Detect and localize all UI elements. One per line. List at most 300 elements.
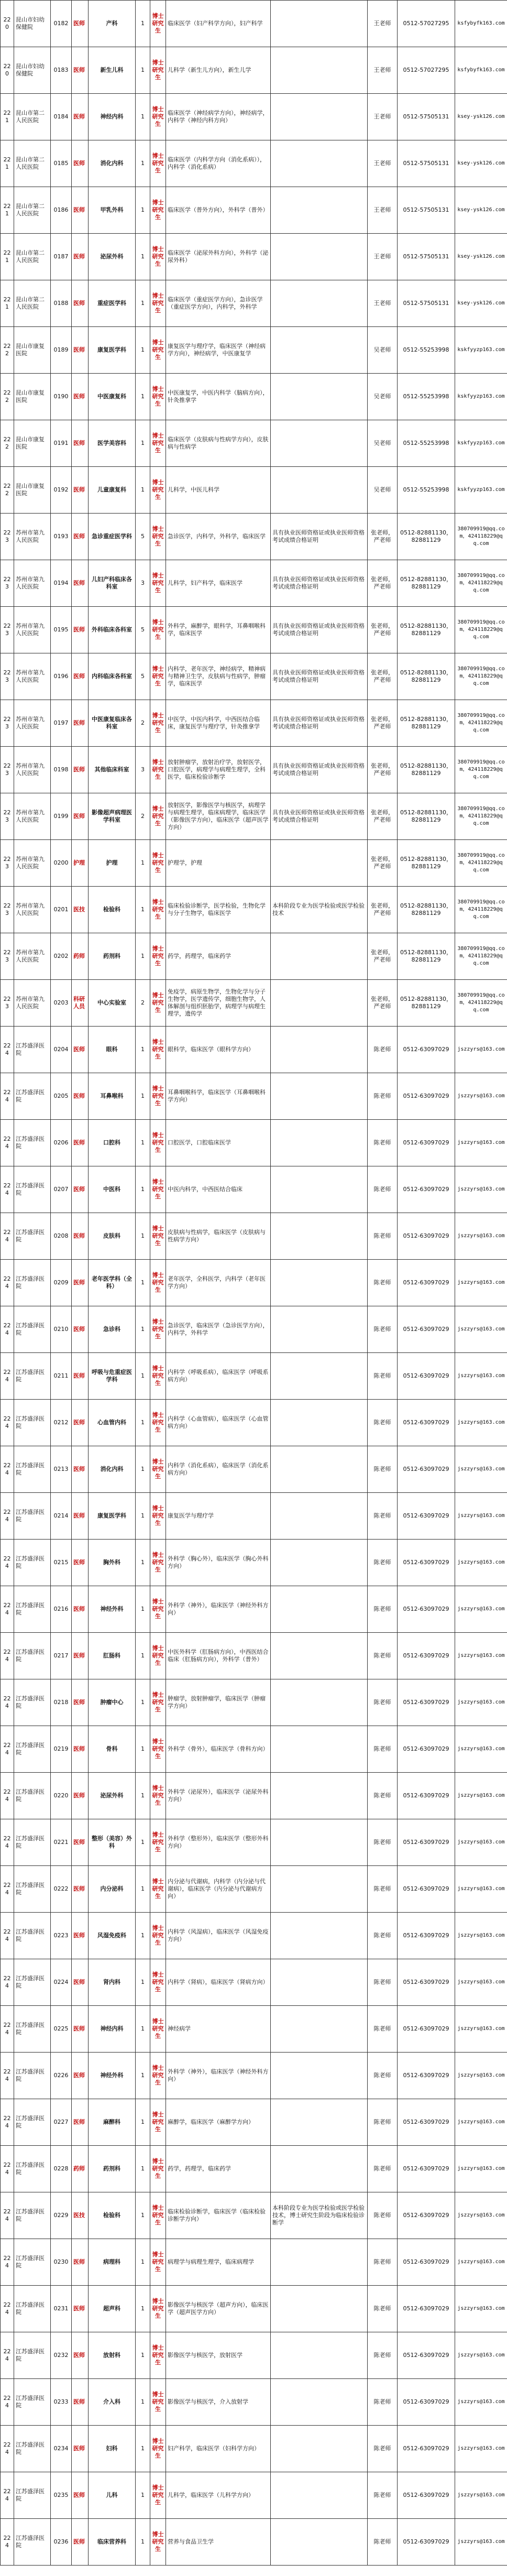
table-row	[1, 980, 507, 1027]
requirements-cell	[271, 2239, 368, 2286]
headcount-cell: 1	[136, 2006, 150, 2053]
headcount-cell: 1	[136, 2472, 150, 2519]
position-code-cell: 0195	[51, 607, 72, 653]
requirements-cell	[271, 933, 368, 980]
email-cell: 380709919@qq.com，424118229@qq.com	[455, 840, 507, 887]
education-cell: 博士研究生	[150, 1260, 166, 1306]
headcount-cell: 1	[136, 1819, 150, 1866]
position-type-cell: 药师	[72, 933, 89, 980]
position-type-cell: 医师	[72, 2099, 89, 2146]
requirements-cell	[271, 2519, 368, 2566]
major-cell: 临床检验诊断学，临床医学（临床检验诊断学方向）	[166, 2192, 271, 2239]
position-type-cell: 医师	[72, 1, 89, 47]
position-code-cell: 0220	[51, 1773, 72, 1819]
position-type-cell: 医师	[72, 1819, 89, 1866]
phone-cell: 0512-63097029	[398, 1679, 455, 1726]
table-row	[1, 2332, 507, 2379]
phone-cell: 0512-82881130，82881129	[398, 933, 455, 980]
email-cell: jszzyrs@163.com	[455, 1913, 507, 1959]
phone-cell: 0512-63097029	[398, 1120, 455, 1166]
phone-cell: 0512-63097029	[398, 1633, 455, 1679]
position-code-cell: 0227	[51, 2099, 72, 2146]
table-row	[1, 1400, 507, 1446]
email-cell: ksfybyfk163.com	[455, 1, 507, 47]
contact-person-cell: 王老师	[368, 280, 398, 327]
email-cell: jszzyrs@163.com	[455, 1073, 507, 1120]
position-type-cell: 医师	[72, 2053, 89, 2099]
contact-person-cell: 陈老师	[368, 2053, 398, 2099]
contact-person-cell: 陈老师	[368, 1913, 398, 1959]
requirements-cell	[271, 1353, 368, 1400]
table-body	[1, 1, 507, 2566]
requirements-cell	[271, 2286, 368, 2332]
department-cell: 神经外科	[89, 1586, 136, 1633]
phone-cell: 0512-63097029	[398, 1027, 455, 1073]
seq-cell: 224	[1, 2286, 14, 2332]
unit-cell: 昆山市第二人民医院	[14, 280, 51, 327]
department-cell: 皮肤科	[89, 1213, 136, 1260]
phone-cell: 0512-63097029	[398, 1260, 455, 1306]
unit-cell: 江苏盛泽医院	[14, 2286, 51, 2332]
position-type-cell: 医师	[72, 1633, 89, 1679]
headcount-cell: 1	[136, 933, 150, 980]
phone-cell: 0512-63097029	[398, 2099, 455, 2146]
position-code-cell: 0205	[51, 1073, 72, 1120]
position-code-cell: 0193	[51, 514, 72, 560]
department-cell: 妇科	[89, 2426, 136, 2472]
position-code-cell: 0231	[51, 2286, 72, 2332]
seq-cell: 223	[1, 514, 14, 560]
requirements-cell	[271, 2426, 368, 2472]
major-cell: 临床医学（妇产科学方向），妇产科学	[166, 1, 271, 47]
table-row	[1, 2146, 507, 2192]
department-cell: 超声科	[89, 2286, 136, 2332]
table-row	[1, 2099, 507, 2146]
phone-cell: 0512-57505131	[398, 280, 455, 327]
education-cell: 博士研究生	[150, 1819, 166, 1866]
education-cell: 博士研究生	[150, 1679, 166, 1726]
position-type-cell: 医师	[72, 1446, 89, 1493]
unit-cell: 江苏盛泽医院	[14, 2053, 51, 2099]
table-row	[1, 1073, 507, 1120]
unit-cell: 江苏盛泽医院	[14, 1540, 51, 1586]
unit-cell: 江苏盛泽医院	[14, 1959, 51, 2006]
headcount-cell: 1	[136, 1959, 150, 2006]
seq-cell: 224	[1, 2053, 14, 2099]
education-cell: 博士研究生	[150, 1540, 166, 1586]
department-cell: 泌尿外科	[89, 234, 136, 280]
email-cell: jszzyrs@163.com	[455, 1773, 507, 1819]
phone-cell: 0512-63097029	[398, 1446, 455, 1493]
contact-person-cell: 陈老师	[368, 2472, 398, 2519]
education-cell: 博士研究生	[150, 2006, 166, 2053]
table-row	[1, 1027, 507, 1073]
email-cell: ksey-ysk126.com	[455, 234, 507, 280]
major-cell: 内分泌与代谢病，内科学（内分泌与代谢病），临床医学（内分泌与代谢病方向）	[166, 1866, 271, 1913]
department-cell: 神经内科	[89, 94, 136, 140]
unit-cell: 江苏盛泽医院	[14, 1679, 51, 1726]
major-cell: 内科学，老年医学，神经病学，精神病与精神卫生学，皮肤病与性病学，肿瘤学，临床医学	[166, 653, 271, 700]
headcount-cell: 1	[136, 94, 150, 140]
requirements-cell	[271, 47, 368, 94]
major-cell: 麻醉学，临床医学（麻醉学方向）	[166, 2099, 271, 2146]
position-code-cell: 0234	[51, 2426, 72, 2472]
position-type-cell: 医师	[72, 653, 89, 700]
requirements-cell: 具有执业医师资格证或执业医师资格考试成绩合格证明	[271, 560, 368, 607]
position-type-cell: 医师	[72, 2472, 89, 2519]
headcount-cell: 2	[136, 700, 150, 747]
headcount-cell: 3	[136, 747, 150, 793]
table-row	[1, 840, 507, 887]
email-cell: jszzyrs@163.com	[455, 1213, 507, 1260]
headcount-cell: 1	[136, 2519, 150, 2566]
unit-cell: 江苏盛泽医院	[14, 2239, 51, 2286]
headcount-cell: 1	[136, 1773, 150, 1819]
table-row	[1, 1959, 507, 2006]
position-code-cell: 0204	[51, 1027, 72, 1073]
major-cell: 护理学，护理	[166, 840, 271, 887]
department-cell: 病理科	[89, 2239, 136, 2286]
education-cell: 博士研究生	[150, 1, 166, 47]
major-cell: 临床医学（神经病学方向），神经病学，内科学（神经内科方向）	[166, 94, 271, 140]
headcount-cell: 1	[136, 1353, 150, 1400]
education-cell: 博士研究生	[150, 607, 166, 653]
contact-person-cell: 陈老师	[368, 2332, 398, 2379]
seq-cell: 224	[1, 1726, 14, 1773]
position-type-cell: 医师	[72, 1306, 89, 1353]
email-cell: 380709919@qq.com，424118229@qq.com	[455, 560, 507, 607]
table-row	[1, 1913, 507, 1959]
department-cell: 麻醉科	[89, 2099, 136, 2146]
contact-person-cell: 陈老师	[368, 1773, 398, 1819]
contact-person-cell: 吴老师	[368, 420, 398, 467]
requirements-cell	[271, 840, 368, 887]
position-code-cell: 0200	[51, 840, 72, 887]
position-code-cell: 0211	[51, 1353, 72, 1400]
seq-cell: 221	[1, 234, 14, 280]
position-code-cell: 0214	[51, 1493, 72, 1540]
contact-person-cell: 陈老师	[368, 2379, 398, 2426]
seq-cell: 224	[1, 2472, 14, 2519]
email-cell: jszzyrs@163.com	[455, 2239, 507, 2286]
position-type-cell: 医师	[72, 1400, 89, 1446]
table-row	[1, 933, 507, 980]
position-type-cell: 医师	[72, 94, 89, 140]
table-row	[1, 187, 507, 234]
unit-cell: 江苏盛泽医院	[14, 1446, 51, 1493]
table-row	[1, 887, 507, 933]
department-cell: 甲乳外科	[89, 187, 136, 234]
requirements-cell	[271, 2053, 368, 2099]
unit-cell: 江苏盛泽医院	[14, 1306, 51, 1353]
email-cell: jszzyrs@163.com	[455, 2286, 507, 2332]
email-cell: 380709919@qq.com，424118229@qq.com	[455, 933, 507, 980]
phone-cell: 0512-82881130，82881129	[398, 607, 455, 653]
contact-person-cell: 陈老师	[368, 2006, 398, 2053]
phone-cell: 0512-63097029	[398, 1213, 455, 1260]
education-cell: 博士研究生	[150, 514, 166, 560]
department-cell: 中医康复临床各科室	[89, 700, 136, 747]
contact-person-cell: 陈老师	[368, 1726, 398, 1773]
contact-person-cell: 陈老师	[368, 1073, 398, 1120]
headcount-cell: 1	[136, 887, 150, 933]
contact-person-cell: 陈老师	[368, 2192, 398, 2239]
contact-person-cell: 陈老师	[368, 2146, 398, 2192]
email-cell: ksfybyfk163.com	[455, 47, 507, 94]
email-cell: 380709919@qq.com，424118229@qq.com	[455, 793, 507, 840]
position-type-cell: 医师	[72, 1353, 89, 1400]
major-cell: 急诊医学，内科学，外科学，临床医学	[166, 514, 271, 560]
email-cell: 380709919@qq.com，424118229@qq.com	[455, 700, 507, 747]
contact-person-cell: 陈老师	[368, 2099, 398, 2146]
contact-person-cell: 陈老师	[368, 1679, 398, 1726]
position-code-cell: 0212	[51, 1400, 72, 1446]
position-code-cell: 0194	[51, 560, 72, 607]
position-code-cell: 0222	[51, 1866, 72, 1913]
contact-person-cell: 张老师，严老师	[368, 793, 398, 840]
email-cell: 380709919@qq.com，424118229@qq.com	[455, 514, 507, 560]
email-cell: jszzyrs@163.com	[455, 1633, 507, 1679]
position-type-cell: 医师	[72, 2332, 89, 2379]
position-type-cell: 护理	[72, 840, 89, 887]
requirements-cell	[271, 1260, 368, 1306]
email-cell: 380709919@qq.com，424118229@qq.com	[455, 653, 507, 700]
department-cell: 心血管内科	[89, 1400, 136, 1446]
education-cell: 博士研究生	[150, 2099, 166, 2146]
seq-cell: 224	[1, 1679, 14, 1726]
position-type-cell: 医师	[72, 280, 89, 327]
position-type-cell: 医师	[72, 327, 89, 374]
table-row	[1, 2379, 507, 2426]
department-cell: 耳鼻喉科	[89, 1073, 136, 1120]
major-cell: 临床医学（重症医学方向），急诊医学（重症医学方向），内科学，外科学	[166, 280, 271, 327]
table-row	[1, 420, 507, 467]
seq-cell: 224	[1, 2146, 14, 2192]
department-cell: 中医康复科	[89, 374, 136, 420]
department-cell: 内科临床各科室	[89, 653, 136, 700]
department-cell: 儿童康复科	[89, 467, 136, 514]
education-cell: 博士研究生	[150, 1633, 166, 1679]
email-cell: ksey-ysk126.com	[455, 140, 507, 187]
position-code-cell: 0210	[51, 1306, 72, 1353]
contact-person-cell: 陈老师	[368, 1633, 398, 1679]
table-row	[1, 1306, 507, 1353]
requirements-cell	[271, 1, 368, 47]
education-cell: 博士研究生	[150, 1959, 166, 2006]
unit-cell: 江苏盛泽医院	[14, 1913, 51, 1959]
education-cell: 博士研究生	[150, 1726, 166, 1773]
unit-cell: 江苏盛泽医院	[14, 2426, 51, 2472]
table-row	[1, 1773, 507, 1819]
headcount-cell: 1	[136, 1306, 150, 1353]
major-cell: 皮肤病与性病学，临床医学（皮肤病与性病学方向）	[166, 1213, 271, 1260]
phone-cell: 0512-63097029	[398, 2379, 455, 2426]
email-cell: jszzyrs@163.com	[455, 2426, 507, 2472]
phone-cell: 0512-63097029	[398, 1306, 455, 1353]
headcount-cell: 1	[136, 420, 150, 467]
table-row	[1, 1633, 507, 1679]
position-type-cell: 医师	[72, 187, 89, 234]
requirements-cell	[271, 1213, 368, 1260]
requirements-cell	[271, 1913, 368, 1959]
contact-person-cell: 陈老师	[368, 2286, 398, 2332]
seq-cell: 222	[1, 327, 14, 374]
requirements-cell	[271, 1959, 368, 2006]
table-row	[1, 2053, 507, 2099]
table-row	[1, 47, 507, 94]
phone-cell: 0512-55253998	[398, 374, 455, 420]
phone-cell: 0512-82881130，82881129	[398, 514, 455, 560]
table-row	[1, 747, 507, 793]
education-cell: 博士研究生	[150, 327, 166, 374]
education-cell: 博士研究生	[150, 653, 166, 700]
department-cell: 急诊科	[89, 1306, 136, 1353]
email-cell: jszzyrs@163.com	[455, 2053, 507, 2099]
contact-person-cell: 王老师	[368, 94, 398, 140]
position-type-cell: 医师	[72, 2519, 89, 2566]
requirements-cell	[271, 420, 368, 467]
phone-cell: 0512-63097029	[398, 1073, 455, 1120]
major-cell: 中医学，中医内科学，中西医结合临床，康复医学与理疗学，针灸推拿学	[166, 700, 271, 747]
unit-cell: 苏州市第九人民医院	[14, 840, 51, 887]
position-code-cell: 0233	[51, 2379, 72, 2426]
department-cell: 消化内科	[89, 1446, 136, 1493]
headcount-cell: 1	[136, 1540, 150, 1586]
requirements-cell	[271, 234, 368, 280]
headcount-cell: 1	[136, 1446, 150, 1493]
seq-cell: 223	[1, 840, 14, 887]
table-row	[1, 280, 507, 327]
table-row	[1, 2472, 507, 2519]
position-code-cell: 0221	[51, 1819, 72, 1866]
position-code-cell: 0184	[51, 94, 72, 140]
requirements-cell	[271, 1073, 368, 1120]
seq-cell: 223	[1, 653, 14, 700]
unit-cell: 昆山市第二人民医院	[14, 140, 51, 187]
department-cell: 药剂科	[89, 933, 136, 980]
contact-person-cell: 王老师	[368, 47, 398, 94]
education-cell: 博士研究生	[150, 747, 166, 793]
email-cell: jszzyrs@163.com	[455, 2192, 507, 2239]
phone-cell: 0512-63097029	[398, 1400, 455, 1446]
major-cell: 内科学（肾病），临床医学（肾病方向）	[166, 1959, 271, 2006]
education-cell: 博士研究生	[150, 793, 166, 840]
phone-cell: 0512-63097029	[398, 1166, 455, 1213]
department-cell: 康复医学科	[89, 1493, 136, 1540]
phone-cell: 0512-82881130，82881129	[398, 980, 455, 1027]
position-code-cell: 0201	[51, 887, 72, 933]
major-cell: 病理学与病理生理学，临床病理学	[166, 2239, 271, 2286]
unit-cell: 江苏盛泽医院	[14, 1120, 51, 1166]
seq-cell: 224	[1, 1446, 14, 1493]
position-code-cell: 0217	[51, 1633, 72, 1679]
education-cell: 博士研究生	[150, 887, 166, 933]
headcount-cell: 1	[136, 2332, 150, 2379]
seq-cell: 223	[1, 700, 14, 747]
unit-cell: 江苏盛泽医院	[14, 1633, 51, 1679]
major-cell: 康复医学与理疗学，临床医学（神经病学方向），神经病学，中医康复学	[166, 327, 271, 374]
education-cell: 博士研究生	[150, 2426, 166, 2472]
headcount-cell: 1	[136, 1679, 150, 1726]
email-cell: kskfyyzp163.com	[455, 374, 507, 420]
position-code-cell: 0226	[51, 2053, 72, 2099]
headcount-cell: 1	[136, 187, 150, 234]
headcount-cell: 1	[136, 2192, 150, 2239]
major-cell: 妇产科学，临床医学（妇科学方向）	[166, 2426, 271, 2472]
position-type-cell: 医师	[72, 793, 89, 840]
headcount-cell: 1	[136, 1866, 150, 1913]
email-cell: jszzyrs@163.com	[455, 1400, 507, 1446]
position-code-cell: 0216	[51, 1586, 72, 1633]
requirements-cell	[271, 1819, 368, 1866]
seq-cell: 224	[1, 1027, 14, 1073]
headcount-cell: 1	[136, 2146, 150, 2192]
requirements-cell: 具有执业医师资格证或执业医师资格考试成绩合格证明	[271, 700, 368, 747]
unit-cell: 江苏盛泽医院	[14, 1353, 51, 1400]
education-cell: 博士研究生	[150, 2239, 166, 2286]
seq-cell: 224	[1, 1866, 14, 1913]
position-type-cell: 医师	[72, 1027, 89, 1073]
department-cell: 消化内科	[89, 140, 136, 187]
email-cell: jszzyrs@163.com	[455, 1166, 507, 1213]
position-code-cell: 0209	[51, 1260, 72, 1306]
education-cell: 博士研究生	[150, 374, 166, 420]
headcount-cell: 1	[136, 1260, 150, 1306]
position-code-cell: 0191	[51, 420, 72, 467]
education-cell: 博士研究生	[150, 1586, 166, 1633]
position-type-cell: 医师	[72, 1679, 89, 1726]
requirements-cell	[271, 1493, 368, 1540]
major-cell: 内科学（消化系病），临床医学（消化系病方向）	[166, 1446, 271, 1493]
unit-cell: 昆山市妇幼保健院	[14, 47, 51, 94]
table-row	[1, 607, 507, 653]
requirements-cell	[271, 2099, 368, 2146]
major-cell: 儿科学（新生儿方向），新生儿学	[166, 47, 271, 94]
table-row	[1, 2286, 507, 2332]
position-code-cell: 0219	[51, 1726, 72, 1773]
email-cell: jszzyrs@163.com	[455, 1540, 507, 1586]
seq-cell: 221	[1, 94, 14, 140]
headcount-cell: 1	[136, 1726, 150, 1773]
department-cell: 口腔科	[89, 1120, 136, 1166]
education-cell: 博士研究生	[150, 933, 166, 980]
phone-cell: 0512-57027295	[398, 47, 455, 94]
seq-cell: 224	[1, 2239, 14, 2286]
seq-cell: 223	[1, 933, 14, 980]
phone-cell: 0512-55253998	[398, 467, 455, 514]
major-cell: 临床检验诊断学，医学检验，生物化学与分子生物学，临床医学	[166, 887, 271, 933]
contact-person-cell: 陈老师	[368, 1540, 398, 1586]
seq-cell: 222	[1, 420, 14, 467]
contact-person-cell: 陈老师	[368, 2239, 398, 2286]
table-row	[1, 1679, 507, 1726]
requirements-cell: 具有执业医师资格证或执业医师资格考试成绩合格证明	[271, 653, 368, 700]
position-code-cell: 0215	[51, 1540, 72, 1586]
department-cell: 医学美容科	[89, 420, 136, 467]
email-cell: 380709919@qq.com，424118229@qq.com	[455, 887, 507, 933]
position-type-cell: 医师	[72, 140, 89, 187]
department-cell: 内分泌科	[89, 1866, 136, 1913]
unit-cell: 江苏盛泽医院	[14, 1586, 51, 1633]
email-cell: jszzyrs@163.com	[455, 1726, 507, 1773]
table-row	[1, 2239, 507, 2286]
unit-cell: 江苏盛泽医院	[14, 1166, 51, 1213]
unit-cell: 江苏盛泽医院	[14, 2379, 51, 2426]
seq-cell: 224	[1, 1540, 14, 1586]
education-cell: 博士研究生	[150, 1213, 166, 1260]
position-type-cell: 医师	[72, 514, 89, 560]
position-type-cell: 医师	[72, 700, 89, 747]
